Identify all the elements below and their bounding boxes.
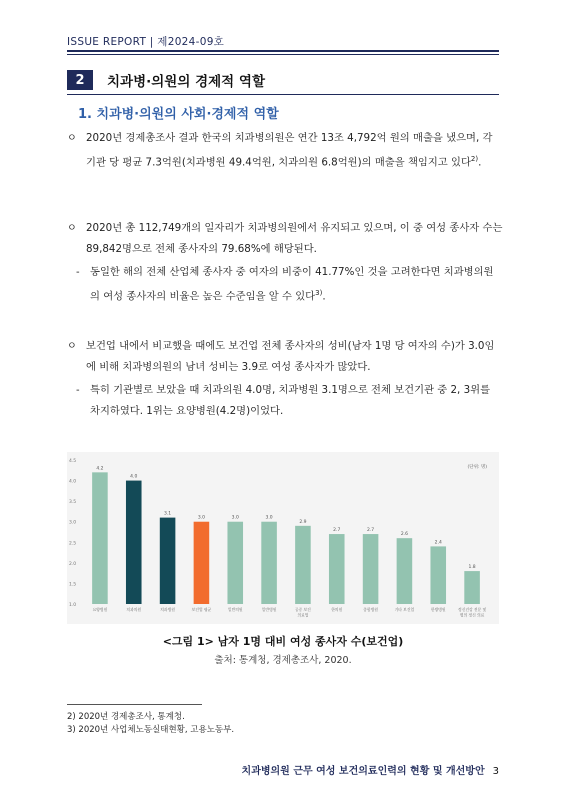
- report-header: ISSUE REPORT | 제2024-09호: [67, 36, 225, 48]
- x-tick-label: 한의원: [331, 607, 343, 612]
- footnote-ref: 2): [470, 155, 479, 163]
- x-tick-label: 병의 정신 의료: [459, 612, 485, 618]
- bar-value-label: 3.0: [231, 515, 239, 521]
- bullet-marker: ㅇ: [67, 133, 77, 144]
- page-number: 3: [492, 766, 499, 777]
- bar-value-label: 3.0: [197, 515, 206, 521]
- dash-marker: -: [76, 267, 80, 278]
- bar: [464, 571, 480, 604]
- header-divider-thin: [67, 54, 499, 55]
- y-tick-label: 3.0: [69, 520, 77, 526]
- bar-value-label: 3.1: [163, 511, 172, 517]
- bar-value-label: 4.0: [130, 474, 138, 480]
- x-tick-label: 요양병원: [92, 607, 108, 612]
- y-tick-label: 2.5: [69, 541, 77, 547]
- x-tick-label: 정신건강 전문 및: [458, 607, 487, 612]
- x-tick-label: 치과병원: [160, 607, 175, 612]
- footnote-3: 3) 2020년 사업체노동실태현황, 고용노동부.: [67, 725, 235, 735]
- footer-title: 치과병의원 근무 여성 보건의료인력의 현황 및 개선방안: [241, 766, 485, 777]
- x-tick-label: 종합병원: [363, 607, 378, 612]
- footnote-divider: [67, 704, 202, 705]
- y-tick-label: 3.5: [69, 500, 77, 506]
- x-tick-label: 기타 보건업: [394, 607, 415, 612]
- bullet-marker: ㅇ: [67, 341, 77, 352]
- bar-value-label: 2.9: [299, 519, 307, 525]
- y-tick-label: 4.5: [69, 459, 77, 464]
- subsection-title: 1. 치과병·의원의 사회·경제적 역할: [78, 107, 279, 122]
- figure-caption: <그림 1> 남자 1명 대비 여성 종사자 수(보건업): [162, 635, 404, 648]
- x-tick-label: 일반병원: [261, 607, 277, 612]
- bar: [194, 522, 210, 604]
- bar-value-label: 2.7: [333, 528, 341, 534]
- footnote-ref: 3): [315, 289, 323, 297]
- bar-value-label: 2.6: [400, 532, 409, 538]
- section-heading: [67, 70, 265, 90]
- paragraph-2-sub: - 동일한 해의 전체 산업체 종사자 중 여자의 비중이 41.77%인 것을 고려한다면 치과병의원의 여성 종사자의 비율은 높은 수준임을 알 수 있다$^{3)}$.: [76, 262, 503, 307]
- bullet-marker: ㅇ: [67, 223, 77, 234]
- bar: [397, 538, 413, 604]
- figure-source: 출처: 통계청, 경제총조사, 2020.: [214, 655, 352, 666]
- x-tick-label: 일반의원: [227, 607, 243, 612]
- y-tick-label: 1.0: [69, 603, 77, 608]
- paragraph-3: [67, 336, 503, 378]
- bar: [92, 472, 108, 604]
- bar: [329, 534, 345, 604]
- bar: [430, 546, 446, 604]
- x-tick-label: 보건업 평균: [191, 607, 212, 612]
- paragraph-2: [67, 218, 503, 260]
- bar-chart: [67, 452, 499, 624]
- y-tick-label: 2.0: [69, 561, 77, 567]
- y-tick-label: 4.0: [69, 479, 77, 485]
- bar: [261, 522, 277, 604]
- bar-chart-svg: [67, 452, 499, 624]
- bar: [363, 534, 379, 604]
- paragraph-text: 동일한 해의 전체 산업체 종사자 중 여자의 비중이 41.77%인 것을 고려한다면 치과병의원의 여성 종사자의 비율은 높은 수준임을 알 수 있다: [90, 266, 494, 303]
- section-title: 치과병·의원의 경제적 역할: [107, 74, 265, 90]
- bar-value-label: 4.2: [96, 466, 104, 472]
- header-divider: [67, 50, 499, 52]
- paragraph-text: 2020년 총 112,749개의 일자리가 치과병의원에서 유지되고 있으며, 이 중 여성 종사자 수는 89,842명으로 전체 종사자의 79.68%에 해당된다.: [86, 222, 503, 255]
- paragraph-text: 2020년 경제총조사 결과 한국의 치과병의원은 연간 13조 4,792억 원의 매출을 냈으며, 각 기관 당 평균 7.3억원(치과병원 49.4억원, 치과의원 6.8억원)의 매출을 책임지고 있다: [86, 132, 493, 169]
- paragraph-1: ㅇ 2020년 경제총조사 결과 한국의 치과병의원은 연간 13조 4,792억 원의 매출을 냈으며, 각 기관 당 평균 7.3억원(치과병원 49.4억원, 치과의원 6.8억원)의 매출을 책임지고 있다$^{2)}$.: [67, 128, 503, 173]
- bar-value-label: 2.4: [434, 540, 442, 546]
- bar-value-label: 1.8: [468, 565, 476, 571]
- paragraph-3-sub: [76, 380, 503, 422]
- footnote-2: 2) 2020년 경제총조사, 통계청.: [67, 712, 185, 722]
- x-tick-label: 공중 보건: [294, 607, 311, 612]
- section-number: 2: [67, 70, 93, 90]
- paragraph-text: 보건업 내에서 비교했을 때에도 보건업 전체 종사자의 성비(남자 1명 당 여자의 수)가 3.0임에 비해 치과병의원의 남녀 성비는 3.9로 여성 종사자가 많았다.: [86, 340, 495, 373]
- x-tick-label: 한방병원: [430, 607, 446, 612]
- x-tick-label: 의료업: [297, 612, 309, 618]
- bar-value-label: 3.0: [265, 515, 273, 521]
- bar: [295, 526, 311, 604]
- bar: [126, 481, 142, 604]
- unit-label: (단위: 명): [467, 465, 487, 470]
- bar: [227, 522, 243, 604]
- x-tick-label: 치과의원: [126, 607, 142, 612]
- bar: [160, 518, 176, 604]
- page-footer: [242, 762, 499, 777]
- paragraph-text: 특히 기관별로 보았을 때 치과의원 4.0명, 치과병원 3.1명으로 전체 보건기관 중 2, 3위를 차지하였다. 1위는 요양병원(4.2명)이었다.: [90, 384, 491, 417]
- bar-value-label: 2.7: [366, 528, 375, 534]
- y-tick-label: 1.5: [69, 582, 77, 588]
- section-divider: [67, 94, 499, 95]
- dash-marker: -: [76, 385, 80, 396]
